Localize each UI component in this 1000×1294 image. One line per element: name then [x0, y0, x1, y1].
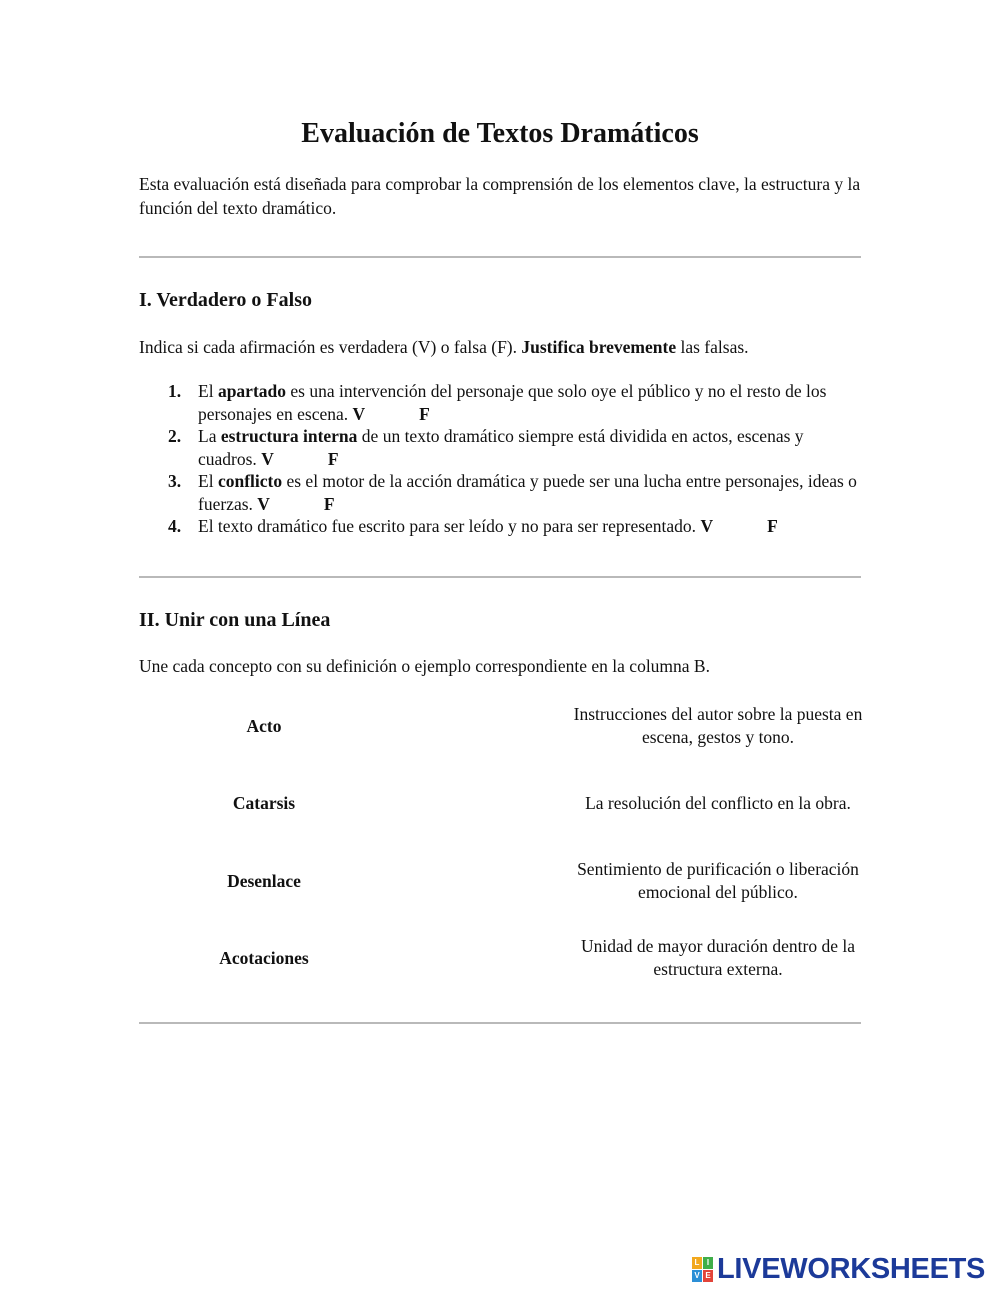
match-definition[interactable]: Sentimiento de purificación o liberación emocional del público.: [577, 859, 859, 902]
question-text: El apartado es una intervención del personaje que solo oye el público y no el resto de los personajes en escena. V F: [198, 381, 827, 424]
liveworksheets-logo: [692, 1253, 986, 1285]
divider: [139, 1022, 861, 1024]
match-row: [139, 851, 861, 911]
question-number: 4.: [168, 516, 182, 536]
option-v[interactable]: V: [257, 493, 270, 514]
divider: [139, 256, 861, 258]
page-title: Evaluación de Textos Dramáticos: [301, 118, 699, 149]
option-f[interactable]: F: [419, 403, 430, 424]
section-2-heading: II. Unir con una Línea: [139, 609, 331, 631]
question-number: 2.: [168, 426, 182, 446]
match-definition[interactable]: La resolución del conflicto en la obra.: [585, 792, 851, 813]
option-v[interactable]: V: [700, 516, 714, 536]
option-f[interactable]: F: [323, 493, 335, 514]
match-definition[interactable]: Unidad de mayor duración dentro de la estructura externa.: [580, 936, 856, 979]
match-row: [139, 773, 861, 833]
question-text: El conflicto es el motor de la acción dramática y puede ser una lucha entre personajes, ideas o fuerzas. V F: [198, 471, 857, 514]
question-item: [139, 470, 861, 515]
option-f[interactable]: F: [767, 516, 778, 536]
question-item: [139, 515, 861, 538]
question-text: El texto dramático fue escrito para ser leído y no para ser representado. V F: [198, 516, 778, 536]
instruction-text-end: las falsas.: [676, 337, 749, 357]
logo-mark-cell: L: [692, 1257, 702, 1269]
section-2-instruction: Une cada concepto con su definición o ejemplo correspondiente en la columna B.: [139, 656, 710, 676]
question-item: [139, 380, 861, 425]
question-text: La estructura interna de un texto dramático siempre está dividida en actos, escenas y cuadros. V F: [198, 426, 804, 469]
question-number: 3.: [168, 471, 182, 491]
question-number: 1.: [168, 381, 182, 401]
match-concept[interactable]: Acto: [246, 715, 282, 736]
logo-mark-cell: I: [703, 1257, 713, 1269]
divider: [139, 576, 861, 578]
section-1-instruction: [139, 335, 861, 359]
logo-mark-cell: E: [703, 1270, 713, 1282]
match-definition[interactable]: Instrucciones del autor sobre la puesta en escena, gestos y tono.: [573, 704, 863, 747]
logo-text: LIVEWORKSHEETS: [717, 1253, 986, 1285]
instruction-text: Indica si cada afirmación es verdadera (V) o falsa (F).: [139, 337, 522, 357]
section-1-heading: I. Verdadero o Falso: [139, 289, 312, 311]
match-row: [139, 928, 861, 988]
question-item: [139, 425, 861, 470]
option-v[interactable]: V: [352, 403, 366, 424]
match-row: [139, 696, 861, 756]
intro-text: Esta evaluación está diseñada para comprobar la comprensión de los elementos clave, la estructura y la función del texto dramático.: [139, 174, 861, 218]
option-v[interactable]: V: [261, 448, 274, 469]
option-f[interactable]: F: [327, 448, 339, 469]
match-concept[interactable]: Catarsis: [232, 792, 296, 813]
true-false-list: [139, 380, 861, 538]
instruction-emphasis: Justifica brevemente: [521, 337, 677, 357]
match-concept[interactable]: Desenlace: [227, 870, 301, 891]
logo-mark-cell: V: [692, 1270, 702, 1282]
logo-mark-icon: [692, 1257, 713, 1282]
match-concept[interactable]: Acotaciones: [219, 947, 309, 968]
